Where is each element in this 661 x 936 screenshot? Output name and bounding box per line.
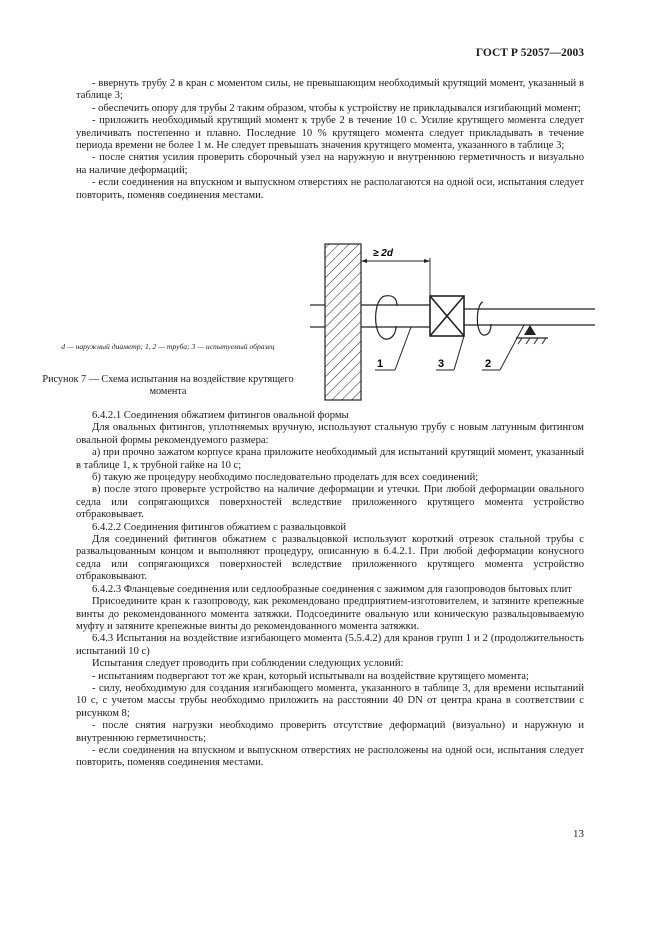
figure-legend: d — наружный диаметр; 1, 2 — труба; 3 — испытуемый образец	[61, 342, 275, 351]
list-item: - если соединения на впускном и выпускном отверстиях не расположены на одной оси, испытания следует повторить, поменяв соединения местами.	[76, 744, 584, 769]
pipe-2	[464, 309, 595, 325]
paragraph: Для овальных фитингов, уплотняемых вручную, используют стальную трубу с новым латунным фитингом овальной формы рекомендуемого размера:	[76, 422, 584, 446]
label-2: 2	[485, 358, 492, 370]
test-specimen-3	[430, 296, 464, 336]
list-item-b: б) такую же процедуру необходимо последовательно проделать для всех соединений;	[92, 472, 479, 484]
list-item-v: в) после этого проверьте устройство на наличие деформации и утечки. При любой деформации овального седла или сопрягающихся поверхностей вследствие приложенного крутящего момента устройство отбраковывает.	[76, 484, 584, 521]
support-icon	[516, 325, 548, 344]
figure-title: Рисунок 7 — Схема испытания на воздействие крутящего момента	[42, 374, 294, 397]
section-heading-6-4-2-2: 6.4.2.2 Соединения фитингов обжатием с развальцовкой	[92, 521, 347, 533]
torque-arrow-icon	[376, 296, 397, 339]
paragraph-step-5: - если соединения на впускном и выпускном отверстиях не располагаются на одной оси, испытания следует повторить, поменяв соединения местами.	[76, 177, 584, 201]
pipe-1	[361, 305, 430, 327]
dimension-line	[361, 246, 430, 296]
paragraph: Присоедините кран к газопроводу, как рекомендовано предприятием-изготовителем, и затяните крепежные винты до рекомендованного момента затяжки. Подсоедините овальную или коническую развальцовываемую муфту и затяните крепежные винты до рекомендованного момента затяжки.	[76, 596, 584, 632]
section-heading-6-4-3: 6.4.3 Испытания на воздействие изгибающего момента (5.5.4.2) для кранов групп 1 и 2 (продолжительность испытаний 10 с)	[76, 633, 584, 657]
clamp-wall	[325, 244, 361, 400]
torque-arrow-icon	[477, 302, 491, 335]
paragraph-step-2: - обеспечить опору для трубы 2 таким образом, чтобы к устройству не прикладывался изгибающий момент;	[92, 102, 581, 114]
paragraph-step-3: - приложить необходимый крутящий момент к трубе 2 в течение 10 с. Усилие крутящего момента следует увеличивать постепенно и плавно. Последние 10 % крутящего момента следует прикладывать в течение периода времени не более 1 м. Не следует превышать значения крутящего момента, указанного в таблице 3;	[76, 115, 584, 152]
paragraph: Для соединений фитингов обжатием с развальцовкой используют короткий отрезок стальной трубы с развальцованным концом и выполняют процедуру, описанную в 6.4.2.1. При любой деформации конусного седла или сопрягающихся поверхностей вследствие приложенного крутящего момента устройство отбраковывают.	[76, 534, 584, 583]
paragraph: Испытания следует проводить при соблюдении следующих условий:	[92, 658, 404, 670]
list-item: - испытаниям подвергают тот же кран, который испытывали на воздействие крутящего момента;	[92, 670, 529, 682]
top-text-block	[76, 78, 584, 202]
list-item: - после снятия нагрузки необходимо проверить отсутствие деформаций (визуально) и наружную и внутреннюю герметичность;	[76, 720, 584, 744]
document-header: ГОСТ Р 52057—2003	[475, 47, 584, 59]
page-number: 13	[573, 828, 584, 840]
label-1: 1	[377, 358, 384, 370]
list-item: - силу, необходимую для создания изгибающего момента, указанного в таблице 3, для времени испытаний 10 с, с учетом массы трубы необходимо приложить на расстоянии 40 DN от центра крана в соответствии с рисунком 8;	[76, 682, 584, 719]
bottom-text-block	[76, 410, 584, 770]
list-item-a: а) при прочно зажатом корпусе крана приложите необходимый для испытаний крутящий момент, указанный в таблице 1, к трубной гайке на 10 с;	[76, 447, 584, 471]
label-3: 3	[438, 358, 445, 370]
dimension-label: ≥ 2d	[373, 248, 393, 259]
paragraph-step-1: - ввернуть трубу 2 в кран с моментом силы, не превышающим необходимый крутящий момент, указанный в таблице 3;	[76, 78, 584, 102]
paragraph-step-4: - после снятия усилия проверить сборочный узел на наружную и внутреннюю герметичность и визуально на наличие деформаций;	[76, 152, 584, 176]
section-heading-6-4-2-1: 6.4.2.1 Соединения обжатием фитингов овальной формы	[92, 410, 349, 421]
section-heading-6-4-2-3: 6.4.2.3 Фланцевые соединения или седлообразные соединения с зажимом для газопроводов бытовых плит	[92, 583, 572, 595]
